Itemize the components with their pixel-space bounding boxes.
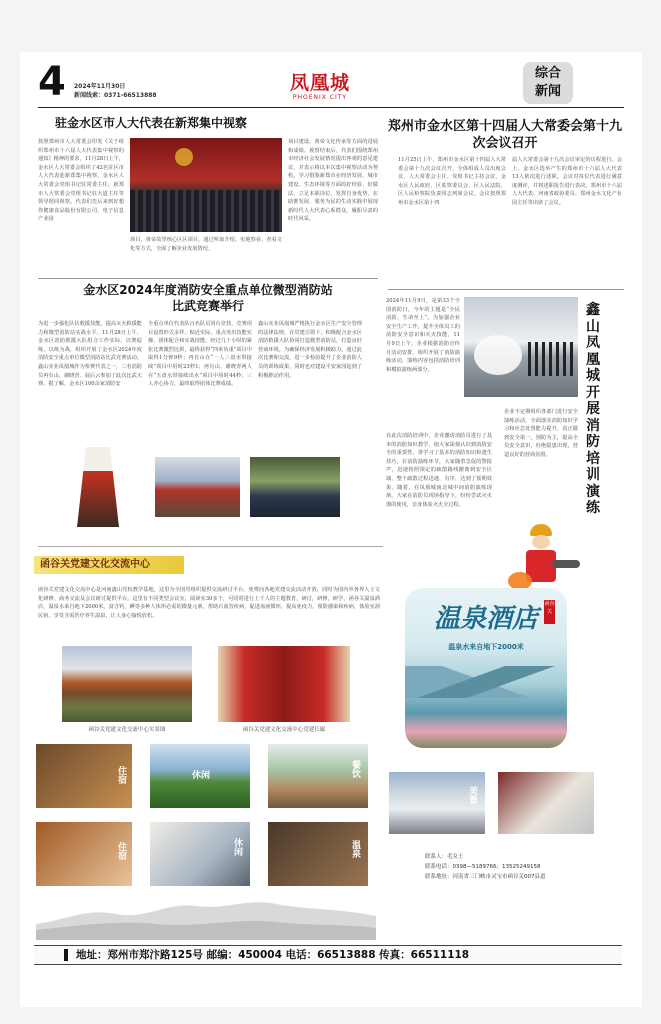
article2-title: 郑州市金水区第十四届人大常委会第十九次会议召开 <box>387 119 622 151</box>
article5-photo-aerial <box>62 646 192 722</box>
article3-photo-firefighter <box>68 447 128 527</box>
article3-photo-crowd <box>250 457 340 517</box>
footer-marker <box>64 949 68 961</box>
article1-col2: 项目建设、黄帝文化传承等方面的进展和成绩。视察结束后，代表们围绕郑州市经济社会发展情况提出客观的意见建议，并表示将以本次集中视察活动为契机，学习借鉴新郑市在经济发展、城市建设、生态环境等方面的好经验、好做法，立足本职岗位，发挥自身优势，在助推发展、服务为民的生动实践中展现新时代人大代表心系群众，履职尽责的时代风采。 <box>288 139 378 223</box>
ad-photo-left-tag: 美景 <box>467 786 477 804</box>
ad-mountains <box>405 666 567 698</box>
article3-title-line1: 金水区2024年度消防安全重点单位微型消防站 <box>83 283 333 297</box>
article4-title: 鑫山凤凰城开展消防培训演练 <box>586 302 600 516</box>
mountain-decoration <box>36 894 376 940</box>
ad-contact-phone: 联系电话：0398—5189766；13525249158 <box>425 864 541 870</box>
article4-col-right: 企业不定期组织各部门进行安全演练活动，全面落实消防知识学习和应急处置能力提升，真正做到安全第一，预防为主，提高全员安全意识，杜绝隐患出现，营造良好的营商氛围。 <box>504 409 578 458</box>
article3-col2: 全重点单位代表队百名队员同台竞技，竞赛项目设置形式多样，贴近实际，重点突出技能实操、团体配合和实战技能，经过几十小时的紧张比赛激烈比拼，最终获得“四米负重”项目中取得1分钟9秒；再有山在“一人三盘水带接续”项目中用时23秒1；再有山、谢晓青两人在“五盘水带接续出水”项目中用时44秒；三人齐心协力，最终取得团体比赛成绩。 <box>148 321 252 388</box>
article5-body: 函谷关党建文化交流中心是河南鑫山党校教学基地，这里为全国党组织提供交流研讨平台，免费向各地党建交流活动开放，同时为国内外各界人士文化研修、商务交流及会议研讨提供平台。这里有不同类型会议室，阅读室30多个，可同时进行上千人的主题教育，研讨，研修，研学。函谷关温泉酒店，温泉水来自地下2000米，富含钙，碘等多种人体所必需的微量元素，帮助石血管疾病，促进血液循环，提高免疫力，预防感染和疾病，体验室洞民宿，享受含需医疗养生温泉，让人身心愉悦放松。 <box>38 587 380 619</box>
grid-photo-5 <box>150 822 250 886</box>
grid-photo-3 <box>268 744 368 808</box>
firefighter-cartoon <box>508 522 584 598</box>
ad-photo-right <box>498 772 594 834</box>
grid-photo-6-tag: 温泉 <box>350 840 360 858</box>
section-label-2: 新闻 <box>534 84 561 99</box>
grid-photo-5-tag: 休闲 <box>232 838 242 856</box>
ad-contact-address: 联系地址：河南省三门峡市灵宝市函谷关007县道 <box>425 874 546 880</box>
grid-photo-3-tag: 餐饮 <box>350 760 360 778</box>
ad-stamp: 函谷关 <box>544 600 555 624</box>
ad-photo-left <box>389 772 485 834</box>
article1-col-bottom: 项目、黄帝故里核心区区项目，通过听取介绍、实地察看、查看文化等方式，全面了解企业发展情况、 <box>130 237 282 252</box>
page-number: 4 <box>38 59 66 105</box>
hot-spring-ad <box>405 588 567 748</box>
article2-col1: 11月25日上午，郑州市金水区第十四届人大常委会第十九次会议召开。全体组成人员出席会议，人大常委会主任、党组书记主持会议，金水区人民政府、区监察委员会、区人民法院、区人民检察院负责同志列席会议。会议按照郑州市金水区第十四 <box>398 157 506 206</box>
footer-text: 地址：郑州市郑汴路125号 邮编：450004 电话：66513888 传真：66511118 <box>76 949 470 961</box>
article3-title-line2: 比武竞赛举行 <box>171 299 244 313</box>
ad-subtitle: 温泉水来自地下2000米 <box>448 643 524 651</box>
issue-date: 2024年11月30日 <box>74 83 126 90</box>
grid-photo-1-tag: 住宿 <box>116 766 126 784</box>
article5-caption2: 函谷关党建文化交流中心党建长廊 <box>242 727 326 733</box>
grid-photo-6 <box>268 822 368 886</box>
ad-title: 温泉酒店 <box>433 604 538 634</box>
article1-title: 驻金水区市人大代表在新郑集中视察 <box>55 116 248 130</box>
ad-contact-name: 联系人：毛女士 <box>425 854 464 860</box>
article4-col-left: 在此次消防培训中，企业邀请消防员进行了基本的消防知识教学，使大家深刻认识到消防安全的重要性。讲学习了基本的消防知识和逃生技巧，在消防演练环节，大家随着急促的警报声，迅速按照预定的疏散路线撤离到安全区域，整个疏散过程迅速、有序，达到了预期效果。随着，在凤凰城南北城中间消防演练现场，大家在消防员现场指导下，纷纷尝试灭火器的使用，亲身体验灭火全过程。 <box>386 433 492 508</box>
brand-logo-cn: 凤凰城 <box>289 72 350 94</box>
article2-col2: 届人大常委会第十九次会议审定的议程进行。会上，金水区选举产生的郑州市十六届人大代表13人依次进行述职。会议对每位代表进行满意度测评，并将述职报告进行表决。郑州市十六届人大代表、河南省政协委员、郑州金水文化产业园主任等出席了会议。 <box>512 157 622 206</box>
section-badge <box>523 62 573 104</box>
article5-caption1: 函谷关党建文化交流中心实景图 <box>88 727 166 733</box>
article5-title-bar <box>34 556 184 574</box>
article5-title: 函谷关党建文化交流中心 <box>40 559 150 570</box>
grid-photo-2-tag: 休闲 <box>192 771 211 781</box>
masthead-rule <box>38 107 624 108</box>
article1-col1: 按照郑州市人大常委会印发《关于组织郑州市十六届人大代表集中视察的通知》精神的要求，11月28日上午，金水区人大常委会组织了42名驻区市人大代表赴新郑集中视察。金水区人大常委会党组书记驻常委主任，新郑市人大常委会党组书记驻大道主任等领导陪同视察。代表们先后来到好想你健康食品股份有限公司、电子信息产业园 <box>38 139 124 223</box>
article4-col-top: 2024年11月9日，是第33个全国消防日，今年的主题是“全民消防、生命至上”。为加强企业安全生产工作，提升全体员工的消防安全意识和灭火技能，11月9日上午，企业根据消防宣传月活动安排，组织开展了消防演练活动，演练内容包括消防培训和模拟演练两部分。 <box>386 298 460 373</box>
footer-bar <box>34 945 622 965</box>
article3-rule <box>38 278 378 279</box>
article5-photo-corridor <box>218 646 350 722</box>
article4-photo-drill <box>464 297 578 397</box>
brand-logo-en: PHOENIX CITY <box>292 94 348 101</box>
section-label-1: 综合 <box>534 66 561 81</box>
article5-rule-top <box>38 546 383 547</box>
article3-col3: 鑫山实业凤凰城严格执行金水区生产安全管理的法律法规，在党建引领下，积极配合金水区消防救援大队协同打造微型消防站，打造良好营商环境。为确保经济发展积极助力。通过此次比赛和交流，进一步检验提升了企业消防人员的训练成果，同时也对建设平安家园起到了积极推动作用。 <box>258 321 362 379</box>
newspaper-page <box>20 52 642 1007</box>
grid-photo-4-tag: 住宿 <box>116 842 126 860</box>
grid-photo-4 <box>36 822 132 886</box>
article3-photo-group <box>155 457 240 517</box>
brand-logo <box>275 72 365 104</box>
grid-photo-1 <box>36 744 132 808</box>
news-hotline: 新闻线索：0371-66513888 <box>74 92 157 99</box>
grid-photo-2 <box>150 744 250 808</box>
article1-photo <box>130 138 282 232</box>
article3-col1: 为进一步强化队伍救援技能，提高灭火救援能力和微型消防站实战水平，11月28日上午，金水区消防救援大队组合工作实际，以赛促练、以练为战，组织开展了金水区2024年度消防安全重点单位微型消防站比武竞赛活动。鑫山实业凤凰城作为参赛代表之一，三名消防员再有山、谢晓青、展后云参加了此次比武大赛。据了解，金水区100余家消防安 <box>38 321 142 388</box>
article2-rule <box>388 289 624 290</box>
